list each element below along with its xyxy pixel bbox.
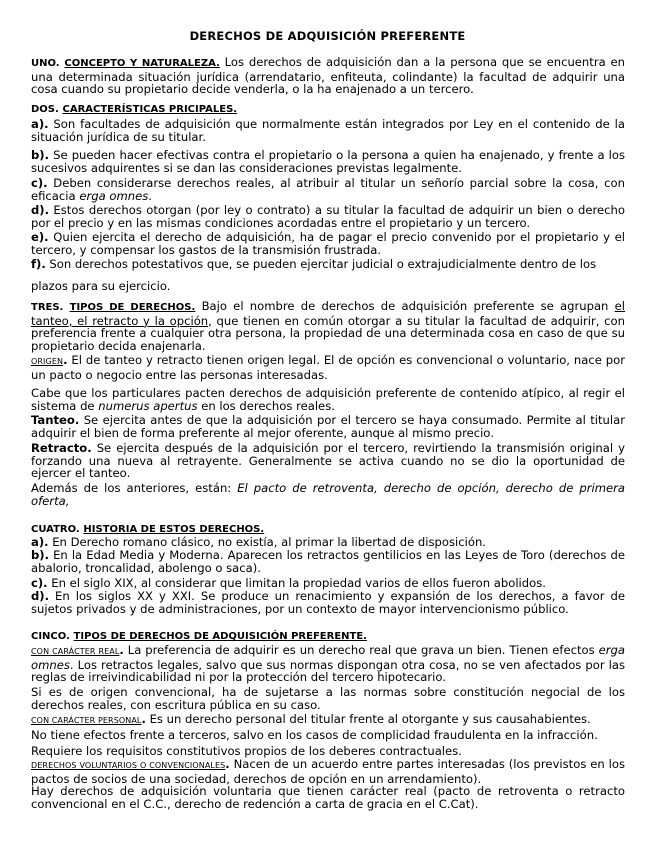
history-item-b <box>31 549 625 574</box>
section-number: UNO. <box>31 58 60 69</box>
paragraph-text: Bajo el nombre de derechos de adquisición preferente se agrupan <box>195 299 615 313</box>
item-text: Estos derechos otorgan (por ley o contrato) a su titular la facultad de adquirir un bien o derecho por el precio y en las mismas condiciones acordadas entre el propietario y un tercero. <box>31 203 625 230</box>
italic-term: erga omnes <box>31 643 625 672</box>
no-efectos-paragraph: No tiene efectos frente a terceros, salvo en los casos de complicidad fraudulenta en la infracción. <box>31 728 598 742</box>
paragraph-text-end: en los derechos reales. <box>197 398 335 413</box>
ademas-paragraph <box>31 482 625 507</box>
origen-paragraph <box>31 354 625 381</box>
section-heading-line <box>31 102 625 117</box>
section-number: CINCO. <box>31 631 70 642</box>
paragraph-text: Se ejercita después de la adquisición por el tercero, revirtiendo la transmisión original y forzando una nueva al retrayente. Generalmente se activa cuando no se dio la oportunidad de ejercer el tanteo. <box>31 441 625 481</box>
voluntarios-dot: . <box>225 757 230 771</box>
hay-paragraph: Hay derechos de adquisición voluntaria que tienen carácter real (pacto de retroventa o retracto convencional en el C.C., derecho de redención a carta de gracia en el C.Cat). <box>31 784 625 811</box>
history-item-c <box>31 577 625 590</box>
real-dot: . <box>119 643 124 657</box>
voluntarios-paragraph <box>31 758 625 785</box>
personal-paragraph <box>31 713 625 728</box>
history-item-d <box>31 590 625 615</box>
item-label: c). <box>31 176 48 190</box>
history-item-a <box>31 536 625 549</box>
italic-term: numerus apertus <box>98 398 198 413</box>
item-text: Quien ejercita el derecho de adquisición, ha de pagar el precio convenido por el propietario y el tercero, y compensar los gastos de la transmisión frustrada. <box>31 230 625 257</box>
item-f-continuation: plazos para su ejercicio. <box>31 279 171 293</box>
paragraph-text-end: . Los retractos legales, salvo que sus normas dispongan otra cosa, no se ven afectados por las reglas de irreivindicabilidad ni por la protección del tercero hipotecario. <box>31 657 625 685</box>
document-title: DERECHOS DE ADQUISICIÓN PREFERENTE <box>189 29 466 43</box>
item-b <box>31 149 625 174</box>
item-text: En Derecho romano clásico, no existía, al primar la libertad de disposición. <box>48 535 486 549</box>
section-uno <box>31 56 625 96</box>
item-d <box>31 204 625 229</box>
origen-label: ORIGEN <box>31 357 64 366</box>
section-number: CUATRO. <box>31 524 80 535</box>
item-text: En los siglos XX y XXI. Se produce un renacimiento y expansión de los derechos, a favor de sujetos privados y de administraciones, por un contexto de mayor intervencionismo público. <box>31 589 625 616</box>
paragraph-text: Los derechos de adquisición dan a la persona que se encuentra en una determinada situación jurídica (arrendatario, enfiteuta, colindante) la facultad de adquirir una cosa cuando su propietario decide venderla, o la ha enajenado a un tercero. <box>31 55 625 97</box>
personal-dot: . <box>141 712 146 726</box>
real-paragraph <box>31 644 625 684</box>
section-heading: HISTORIA DE ESTOS DERECHOS. <box>83 524 265 535</box>
retracto-label: Retracto. <box>31 441 92 455</box>
section-heading: CARACTERÍSTICAS PRICIPALES. <box>62 104 238 115</box>
item-text-end: . <box>148 188 152 203</box>
paragraph-text: Además de los anteriores, están: <box>31 481 238 495</box>
item-text: En el siglo XIX, al considerar que limitan la propiedad varios de ellos fueron abolidos. <box>47 576 546 590</box>
paragraph-text: Nacen de un acuerdo entre partes interesadas (los previstos en los pactos de socios de una sociedad, derechos de opción en un arrendamiento). <box>31 757 625 786</box>
item-f <box>31 258 625 271</box>
item-a <box>31 118 625 143</box>
item-label: d). <box>31 589 50 603</box>
personal-label: CON CARÁCTER PERSONAL <box>31 716 142 725</box>
section-heading: TIPOS DE DERECHOS DE ADQUISICIÓN PREFERENTE. <box>73 631 367 642</box>
item-e <box>31 231 625 256</box>
underlined-terms: el tanteo, el retracto y la opción <box>31 299 626 328</box>
italic-term: erga omnes <box>79 188 149 203</box>
section-heading: TIPOS DE DERECHOS. <box>69 302 196 313</box>
paragraph-text: Se ejercita antes de que la adquisición por el tercero se haya consumado. Permite al titular adquirir el bien de forma preferente al mejor oferente, aunque al mismo precio. <box>31 413 625 440</box>
paragraph-text: Es un derecho personal del titular frente al otorgante y sus causahabientes. <box>145 712 591 726</box>
real-label: CON CARÁCTER REAL <box>31 647 120 656</box>
section-cinco <box>31 629 625 644</box>
section-heading: CONCEPTO Y NATURALEZA. <box>64 58 220 69</box>
paragraph-text: El de tanteo y retracto tienen origen legal. El de opción es convencional o voluntario, nace por un pacto o negocio entre las personas interesadas. <box>31 353 625 382</box>
origen-dot: . <box>63 353 68 367</box>
requiere-paragraph: Requiere los requisitos constitutivos propios de los deberes contractuales. <box>31 744 462 758</box>
item-label: b). <box>31 148 50 162</box>
tanteo-label: Tanteo. <box>31 413 80 427</box>
voluntarios-label: DERECHOS VOLUNTARIOS O CONVENCIONALES <box>31 761 226 770</box>
item-text: Son derechos potestativos que, se pueden ejercitar judicial o extrajudicialmente dentro de los <box>45 257 597 271</box>
item-label: a). <box>31 117 49 131</box>
section-number: TRES. <box>31 302 64 313</box>
item-label: e). <box>31 230 49 244</box>
tanteo-paragraph <box>31 414 625 439</box>
item-label: a). <box>31 535 49 549</box>
retracto-paragraph <box>31 442 625 480</box>
section-dos <box>31 102 625 117</box>
paragraph-text: Cabe que los particulares pacten derechos de adquisición preferente de contenido atípico, al regir el sistema de <box>31 386 625 413</box>
italic-list: El pacto de retroventa, derecho de opción, derecho de primera oferta, <box>31 481 626 508</box>
section-tres <box>31 300 625 352</box>
item-text: Se pueden hacer efectivas contra el propietario o la persona a quien ha enajenado, y frente a los sucesivos adquirentes si se dan las consideraciones previstas legalmente. <box>31 148 625 175</box>
origen-convencional-paragraph: Si es de origen convencional, ha de sujetarse a las normas sobre constitución negocial de los derechos reales, con escritura pública en su caso. <box>31 685 625 712</box>
item-label: f). <box>31 257 46 271</box>
item-label: d). <box>31 203 50 217</box>
item-text: Deben considerarse derechos reales, al atribuir al titular un señorío parcial sobre la cosa, con eficacia <box>31 176 625 203</box>
section-number: DOS. <box>31 104 59 115</box>
item-label: c). <box>31 576 48 590</box>
item-c <box>31 177 625 202</box>
paragraph-text: La preferencia de adquirir es un derecho real que grava un bien. Tienen efectos <box>123 643 599 657</box>
item-label: b). <box>31 548 50 562</box>
paragraph-text-end: , que tienen en común otorgar a su titular la facultad de adquirir, con preferencia frente a cualquier otra persona, la propiedad de una determinada cosa en caso de que su propietario decida enajenarla. <box>31 313 625 353</box>
cabe-paragraph <box>31 387 625 412</box>
item-text: En la Edad Media y Moderna. Aparecen los retractos gentilicios en las Leyes de Toro (derechos de abalorio, troncalidad, abolengo o saca). <box>31 548 625 575</box>
item-text: Son facultades de adquisición que normalmente están integrados por Ley en el contenido de la situación jurídica de su titular. <box>31 117 625 144</box>
